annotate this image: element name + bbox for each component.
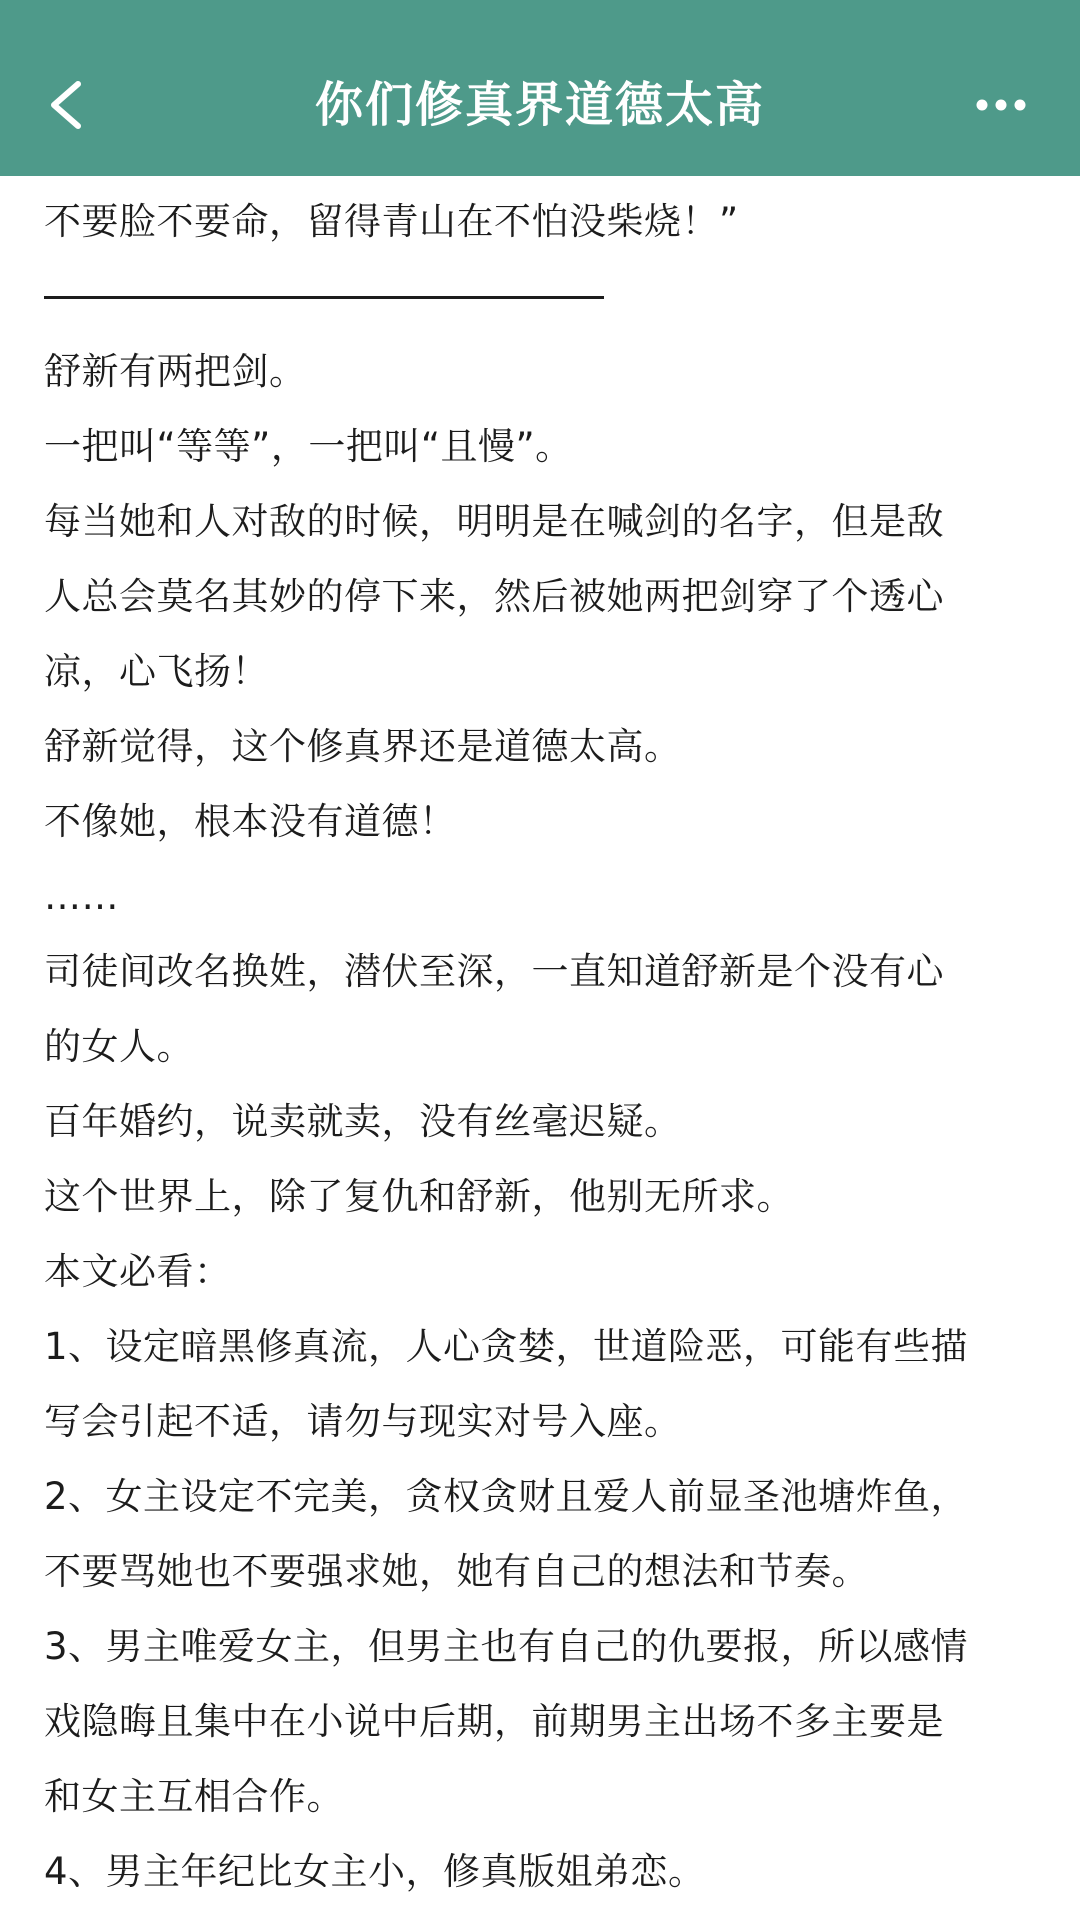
text-line: 一把叫“等等”，一把叫“且慢”。 <box>44 425 573 468</box>
text-line: 3、男主唯爱女主，但男主也有自己的仇要报，所以感情 <box>44 1625 969 1668</box>
divider-rule <box>44 296 604 299</box>
back-button[interactable] <box>38 70 98 140</box>
text-line: 1、设定暗黑修真流，人心贪婪，世道险恶，可能有些描 <box>44 1325 969 1368</box>
text-line: 这个世界上，除了复仇和舒新，他别无所求。 <box>44 1175 794 1218</box>
text-line: 2、女主设定不完美，贪权贪财且爱人前显圣池塘炸鱼， <box>44 1475 969 1518</box>
text-line: 4、男主年纪比女主小，修真版姐弟恋。 <box>44 1850 706 1893</box>
text-line: 戏隐晦且集中在小说中后期，前期男主出场不多主要是 <box>44 1700 944 1743</box>
text-line: 舒新有两把剑。 <box>44 350 307 393</box>
text-line: 凉，心飞扬！ <box>44 650 269 693</box>
text-line: 不要骂她也不要强求她，她有自己的想法和节奏。 <box>44 1550 869 1593</box>
more-options-button[interactable] <box>968 80 1038 130</box>
article-content <box>44 184 1044 1909</box>
text-line: 司徒间改名换姓，潜伏至深，一直知道舒新是个没有心 <box>44 950 944 993</box>
text-line: 不像她，根本没有道德！ <box>44 800 457 843</box>
text-line: 不要脸不要命，留得青山在不怕没柴烧！” <box>44 200 739 243</box>
text-line: 本文必看： <box>44 1250 232 1293</box>
ellipsis-line: …… <box>44 875 119 918</box>
top-nav-bar <box>0 0 1080 176</box>
text-line: 舒新觉得，这个修真界还是道德太高。 <box>44 725 682 768</box>
text-line: 每当她和人对敌的时候，明明是在喊剑的名字，但是敌 <box>44 500 944 543</box>
text-line: 和女主互相合作。 <box>44 1775 344 1818</box>
divider <box>44 259 1044 334</box>
page-title: 你们修真界道德太高 <box>314 77 765 133</box>
text-line: 写会引起不适，请勿与现实对号入座。 <box>44 1400 682 1443</box>
text-line: 的女人。 <box>44 1025 194 1068</box>
more-horizontal-icon <box>968 80 1038 130</box>
text-line: 百年婚约，说卖就卖，没有丝毫迟疑。 <box>44 1100 682 1143</box>
chevron-left-icon <box>38 70 98 140</box>
text-line: 人总会莫名其妙的停下来，然后被她两把剑穿了个透心 <box>44 575 944 618</box>
